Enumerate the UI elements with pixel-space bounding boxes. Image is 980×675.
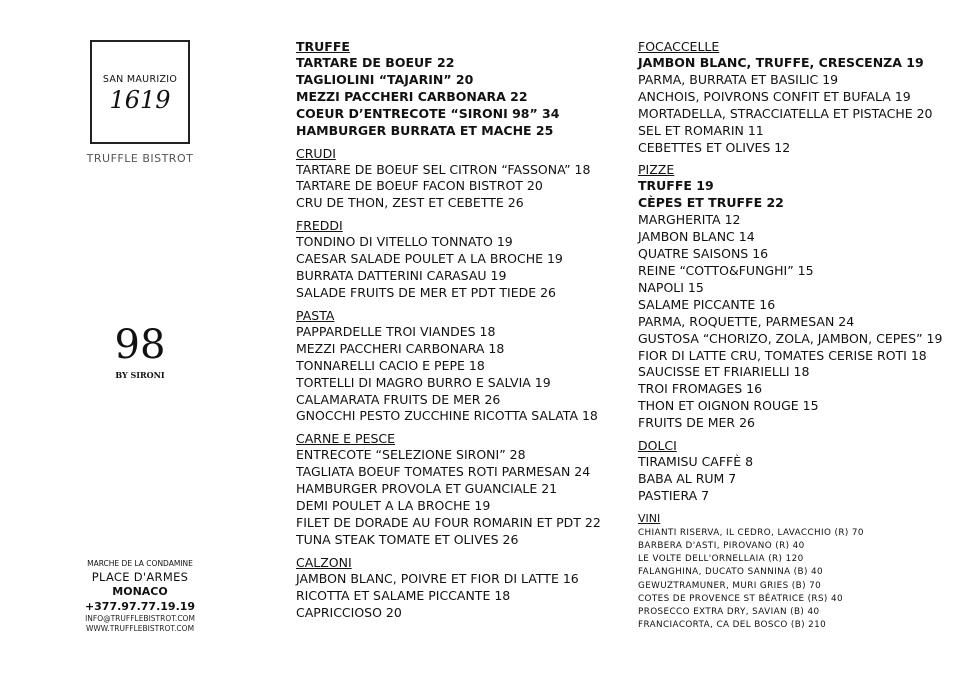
menu-item: FILET DE DORADE AU FOUR ROMARIN ET PDT 22	[296, 514, 601, 530]
menu-item: NAPOLI 15	[638, 279, 704, 295]
address-market: MARCHE DE LA CONDAMINE	[87, 559, 193, 568]
menu-item: RICOTTA ET SALAME PICCANTE 18	[296, 587, 511, 603]
website-link[interactable]: WWW.TRUFFLEBISTROT.COM	[85, 624, 195, 633]
menu-item: DEMI POULET A LA BROCHE 19	[296, 498, 491, 514]
restaurant-logo	[90, 40, 190, 144]
menu-item: GUSTOSA “CHORIZO, ZOLA, JAMBON, CEPES” 19	[638, 330, 943, 346]
menu-item: PARMA, BURRATA ET BASILIC 19	[638, 71, 839, 87]
menu-item: PROSECCO EXTRA DRY, SAVIAN (B) 40	[638, 606, 820, 617]
address-place: PLACE D'ARMES	[91, 570, 189, 584]
section-title: FOCACCELLE	[638, 39, 720, 54]
menu-item: FIOR DI LATTE CRU, TOMATES CERISE ROTI 18	[638, 347, 927, 363]
menu-item: TONDINO DI VITELLO TONNATO 19	[296, 234, 513, 250]
menu-item: COEUR D’ENTRECOTE “SIRONI 98” 34	[296, 105, 560, 121]
address-city: MONACO	[112, 585, 168, 598]
menu-item: TRUFFE 19	[638, 178, 714, 194]
brand-subtitle: BY SIRONI	[115, 370, 165, 380]
menu-section-freddi	[296, 217, 626, 302]
menu-item: SALADE FRUITS DE MER ET PDT TIEDE 26	[296, 284, 557, 300]
menu-section-pizze	[638, 161, 968, 432]
menu-item: BURRATA DATTERINI CARASAU 19	[296, 268, 507, 284]
logo-name: SAN MAURIZIO	[102, 74, 178, 85]
menu-item: COTES DE PROVENCE ST BÉATRICE (RS) 40	[638, 593, 843, 604]
menu-item: MEZZI PACCHERI CARBONARA 22	[296, 88, 528, 104]
menu-item: FRANCIACORTA, CA DEL BOSCO (B) 210	[638, 620, 827, 631]
menu-item: CEBETTES ET OLIVES 12	[638, 139, 791, 155]
menu-item: MEZZI PACCHERI CARBONARA 18	[296, 340, 505, 356]
menu-item: CALAMARATA FRUITS DE MER 26	[296, 391, 501, 407]
menu-item: JAMBON BLANC, TRUFFE, CRESCENZA 19	[638, 55, 924, 70]
menu-item: TUNA STEAK TOMATE ET OLIVES 26	[296, 531, 519, 547]
menu-item: TARTARE DE BOEUF 22	[296, 55, 455, 70]
menu-item: SEL ET ROMARIN 11	[638, 122, 764, 138]
menu-item: ENTRECOTE “SELEZIONE SIRONI” 28	[296, 447, 526, 463]
menu-section-focaccelle	[638, 38, 968, 156]
brand-number: 98	[114, 322, 166, 368]
menu-item: MARGHERITA 12	[638, 212, 741, 228]
menu-item: LE VOLTE DELL'ORNELLAIA (R) 120	[638, 554, 804, 565]
section-title: CRUDI	[296, 145, 336, 161]
menu-item: SAUCISSE ET FRIARIELLI 18	[638, 364, 810, 380]
menu-section-calzoni	[296, 554, 626, 622]
menu-item: HAMBURGER BURRATA ET MACHE 25	[296, 122, 554, 138]
section-title: DOLCI	[638, 438, 677, 454]
section-title: PIZZE	[638, 162, 675, 178]
address-block	[60, 557, 220, 634]
menu-item: TAGLIOLINI “TAJARIN” 20	[296, 71, 474, 87]
menu-item: TORTELLI DI MAGRO BURRO E SALVIA 19	[296, 374, 551, 390]
menu-section-truffe	[296, 38, 626, 140]
logo-subtitle: TRUFFLE BISTROT	[86, 152, 194, 165]
section-title: TRUFFE	[296, 39, 350, 54]
menu-item: JAMBON BLANC, POIVRE ET FIOR DI LATTE 16	[296, 570, 579, 586]
menu-item: TIRAMISU CAFFÈ 8	[638, 454, 754, 470]
menu-item: CHIANTI RISERVA, IL CEDRO, LAVACCHIO (R) 70	[638, 527, 864, 538]
menu-section-dolci	[638, 437, 968, 505]
menu-item: JAMBON BLANC 14	[638, 229, 755, 245]
section-title: CALZONI	[296, 554, 352, 570]
menu-item: PAPPARDELLE TROI VIANDES 18	[296, 323, 496, 339]
menu-item: PASTIERA 7	[638, 487, 710, 503]
menu-item: CRU DE THON, ZEST ET CEBETTE 26	[296, 195, 524, 211]
menu-item: BARBERA D'ASTI, PIROVANO (R) 40	[638, 540, 805, 551]
menu-section-pasta	[296, 307, 626, 425]
menu-column-right	[638, 38, 968, 637]
menu-item: TARTARE DE BOEUF SEL CITRON “FASSONA” 18	[296, 161, 591, 177]
menu-item: PARMA, ROQUETTE, PARMESAN 24	[638, 313, 855, 329]
section-title: VINI	[638, 511, 661, 525]
menu-column-left	[296, 38, 626, 626]
menu-section-crudi	[296, 145, 626, 213]
menu-item: REINE “COTTO&FUNGHI” 15	[638, 262, 814, 278]
menu-item: CÈPES ET TRUFFE 22	[638, 195, 784, 211]
menu-item: FRUITS DE MER 26	[638, 415, 755, 431]
menu-section-carne-e-pesce	[296, 430, 626, 548]
menu-item: MORTADELLA, STRACCIATELLA ET PISTACHE 20	[638, 105, 933, 121]
menu-item: ANCHOIS, POIVRONS CONFIT ET BUFALA 19	[638, 88, 911, 104]
menu-section-vini	[638, 510, 968, 633]
email-link[interactable]: INFO@TRUFFLEBISTROT.COM	[85, 614, 195, 623]
menu-item: HAMBURGER PROVOLA ET GUANCIALE 21	[296, 481, 558, 497]
section-title: FREDDI	[296, 218, 343, 234]
section-title: CARNE E PESCE	[296, 431, 396, 447]
menu-item: GEWUZTRAMUNER, MURI GRIES (B) 70	[638, 580, 822, 591]
menu-item: TAGLIATA BOEUF TOMATES ROTI PARMESAN 24	[296, 464, 591, 480]
section-title: PASTA	[296, 307, 335, 323]
menu-item: TONNARELLI CACIO E PEPE 18	[296, 357, 485, 373]
menu-item: TROI FROMAGES 16	[638, 381, 763, 397]
menu-item: CAPRICCIOSO 20	[296, 604, 402, 620]
menu-item: TARTARE DE BOEUF FACON BISTROT 20	[296, 178, 543, 194]
logo-year: 1619	[109, 86, 171, 114]
menu-item: THON ET OIGNON ROUGE 15	[638, 398, 819, 414]
menu-item: BABA AL RUM 7	[638, 470, 737, 486]
menu-item: FALANGHINA, DUCATO SANNINA (B) 40	[638, 567, 823, 578]
menu-item: SALAME PICCANTE 16	[638, 296, 776, 312]
phone-number: +377.97.77.19.19	[84, 600, 196, 613]
menu-item: QUATRE SAISONS 16	[638, 246, 769, 262]
menu-item: CAESAR SALADE POULET A LA BROCHE 19	[296, 251, 563, 267]
menu-item: GNOCCHI PESTO ZUCCHINE RICOTTA SALATA 18	[296, 408, 598, 424]
